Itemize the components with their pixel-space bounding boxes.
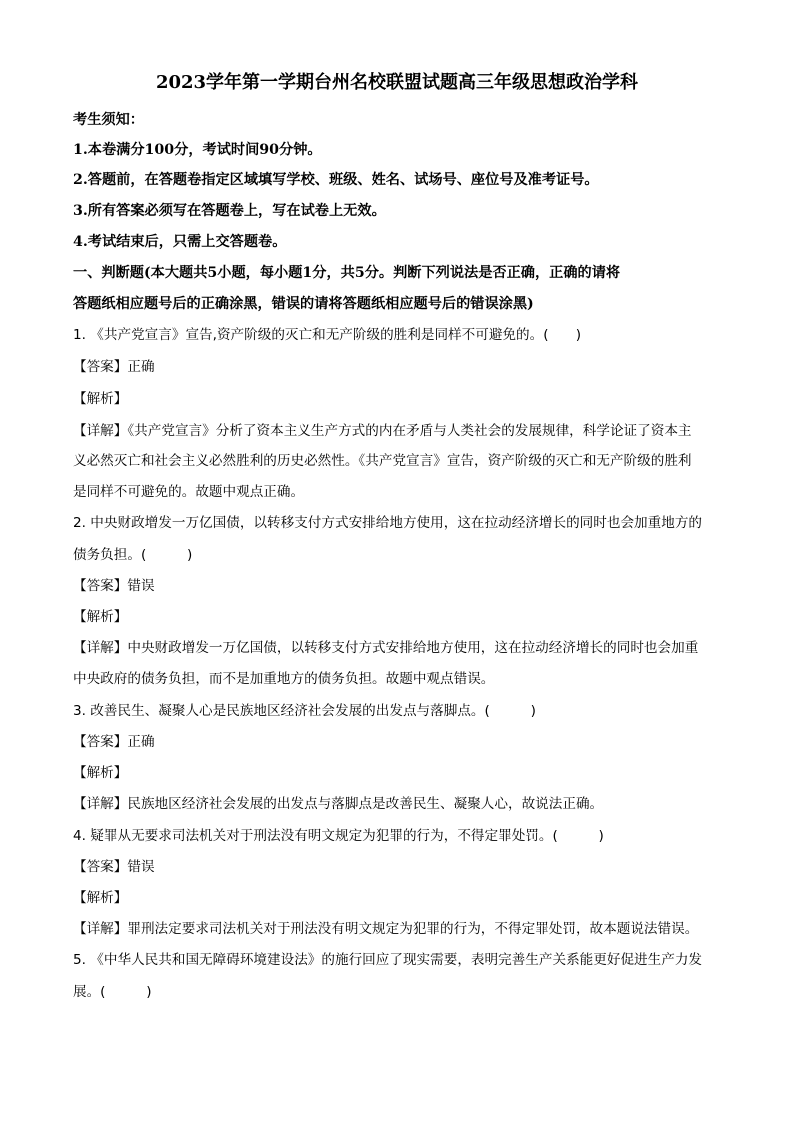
question-2-detail	[73, 638, 723, 658]
detail-text: 《共产党宣言》分析了资本主义生产方式的内在矛盾与人类社会的发展规律，科学论证了资本主	[127, 423, 692, 439]
question-2-text: 2. 中央财政增发一万亿国债，以转移支付方式安排给地方使用，这在拉动经济增长的同时也会加重地方的	[73, 515, 703, 531]
detail-text: 中央财政增发一万亿国债，以转移支付方式安排给地方使用，这在拉动经济增长的同时也会加重	[127, 640, 699, 656]
question-1-text: 1. 《共产党宣言》宣告,资产阶级的灭亡和无产阶级的胜利是同样不可避免的。( )	[73, 327, 581, 343]
question-3-answer	[73, 732, 723, 752]
notice-item: 4.考试结束后，只需上交答题卷。	[73, 234, 287, 250]
question-2-analysis-label: 【解析】	[73, 609, 128, 625]
answer-value: 正确	[127, 359, 155, 375]
exam-title: 2023学年第一学期台州名校联盟试题高三年级思想政治学科	[155, 72, 639, 93]
answer-label: 【答案】	[73, 359, 128, 375]
question-4-text: 4. 疑罪从无要求司法机关对于刑法没有明文规定为犯罪的行为，不得定罪处罚。( )	[73, 828, 604, 844]
answer-value: 正确	[127, 734, 155, 750]
question-1-detail	[73, 421, 723, 441]
question-3-text: 3. 改善民生、凝聚人心是民族地区经济社会发展的出发点与落脚点。( )	[73, 703, 536, 719]
answer-label: 【答案】	[73, 734, 128, 750]
question-2-answer	[73, 576, 723, 596]
section-heading: 一、判断题(本大题共5小题，每小题1分，共5分。判断下列说法是否正确，正确的请将	[73, 265, 621, 281]
answer-value: 错误	[127, 859, 155, 875]
answer-label: 【答案】	[73, 859, 128, 875]
detail-text: 罪刑法定要求司法机关对于刑法没有明文规定为犯罪的行为，不得定罪处罚，故本题说法错误。	[127, 921, 699, 937]
question-1-detail-line: 义必然灭亡和社会主义必然胜利的历史必然性。《共产党宣言》宣告，资产阶级的灭亡和无产阶级的胜利	[73, 453, 692, 469]
question-2-text-continued: 债务负担。( )	[73, 547, 193, 563]
notice-item: 2.答题前，在答题卷指定区域填写学校、班级、姓名、试场号、座位号及准考证号。	[73, 172, 599, 188]
question-1-detail-line: 是同样不可避免的。故题中观点正确。	[73, 484, 305, 500]
detail-label: 【详解】	[73, 640, 128, 656]
detail-text: 民族地区经济社会发展的出发点与落脚点是改善民生、凝聚人心，故说法正确。	[127, 796, 604, 812]
answer-value: 错误	[127, 578, 155, 594]
question-1-analysis-label: 【解析】	[73, 391, 128, 407]
question-2-detail-line: 中央政府的债务负担，而不是加重地方的债务负担。故题中观点错误。	[73, 671, 495, 687]
question-3-detail	[73, 794, 723, 814]
question-5-text: 5. 《中华人民共和国无障碍环境建设法》的施行回应了现实需要，表明完善生产关系能更好促进生产力发	[73, 952, 703, 968]
detail-label: 【详解】	[73, 796, 128, 812]
notice-item: 3.所有答案必须写在答题卷上，写在试卷上无效。	[73, 203, 386, 219]
section-heading-continued: 答题纸相应题号后的正确涂黑，错误的请将答题纸相应题号后的错误涂黑)	[73, 296, 534, 312]
answer-label: 【答案】	[73, 578, 128, 594]
question-1-answer	[73, 357, 723, 377]
question-3-analysis-label: 【解析】	[73, 765, 128, 781]
notice-item: 1.本卷满分100分，考试时间90分钟。	[73, 142, 322, 158]
detail-label: 【详解】	[73, 921, 128, 937]
question-5-text-continued: 展。( )	[73, 984, 152, 1000]
notice-heading: 考生须知：	[73, 112, 144, 128]
question-4-analysis-label: 【解析】	[73, 890, 128, 906]
detail-label: 【详解】	[73, 423, 128, 439]
question-4-answer	[73, 857, 723, 877]
question-4-detail	[73, 919, 723, 939]
